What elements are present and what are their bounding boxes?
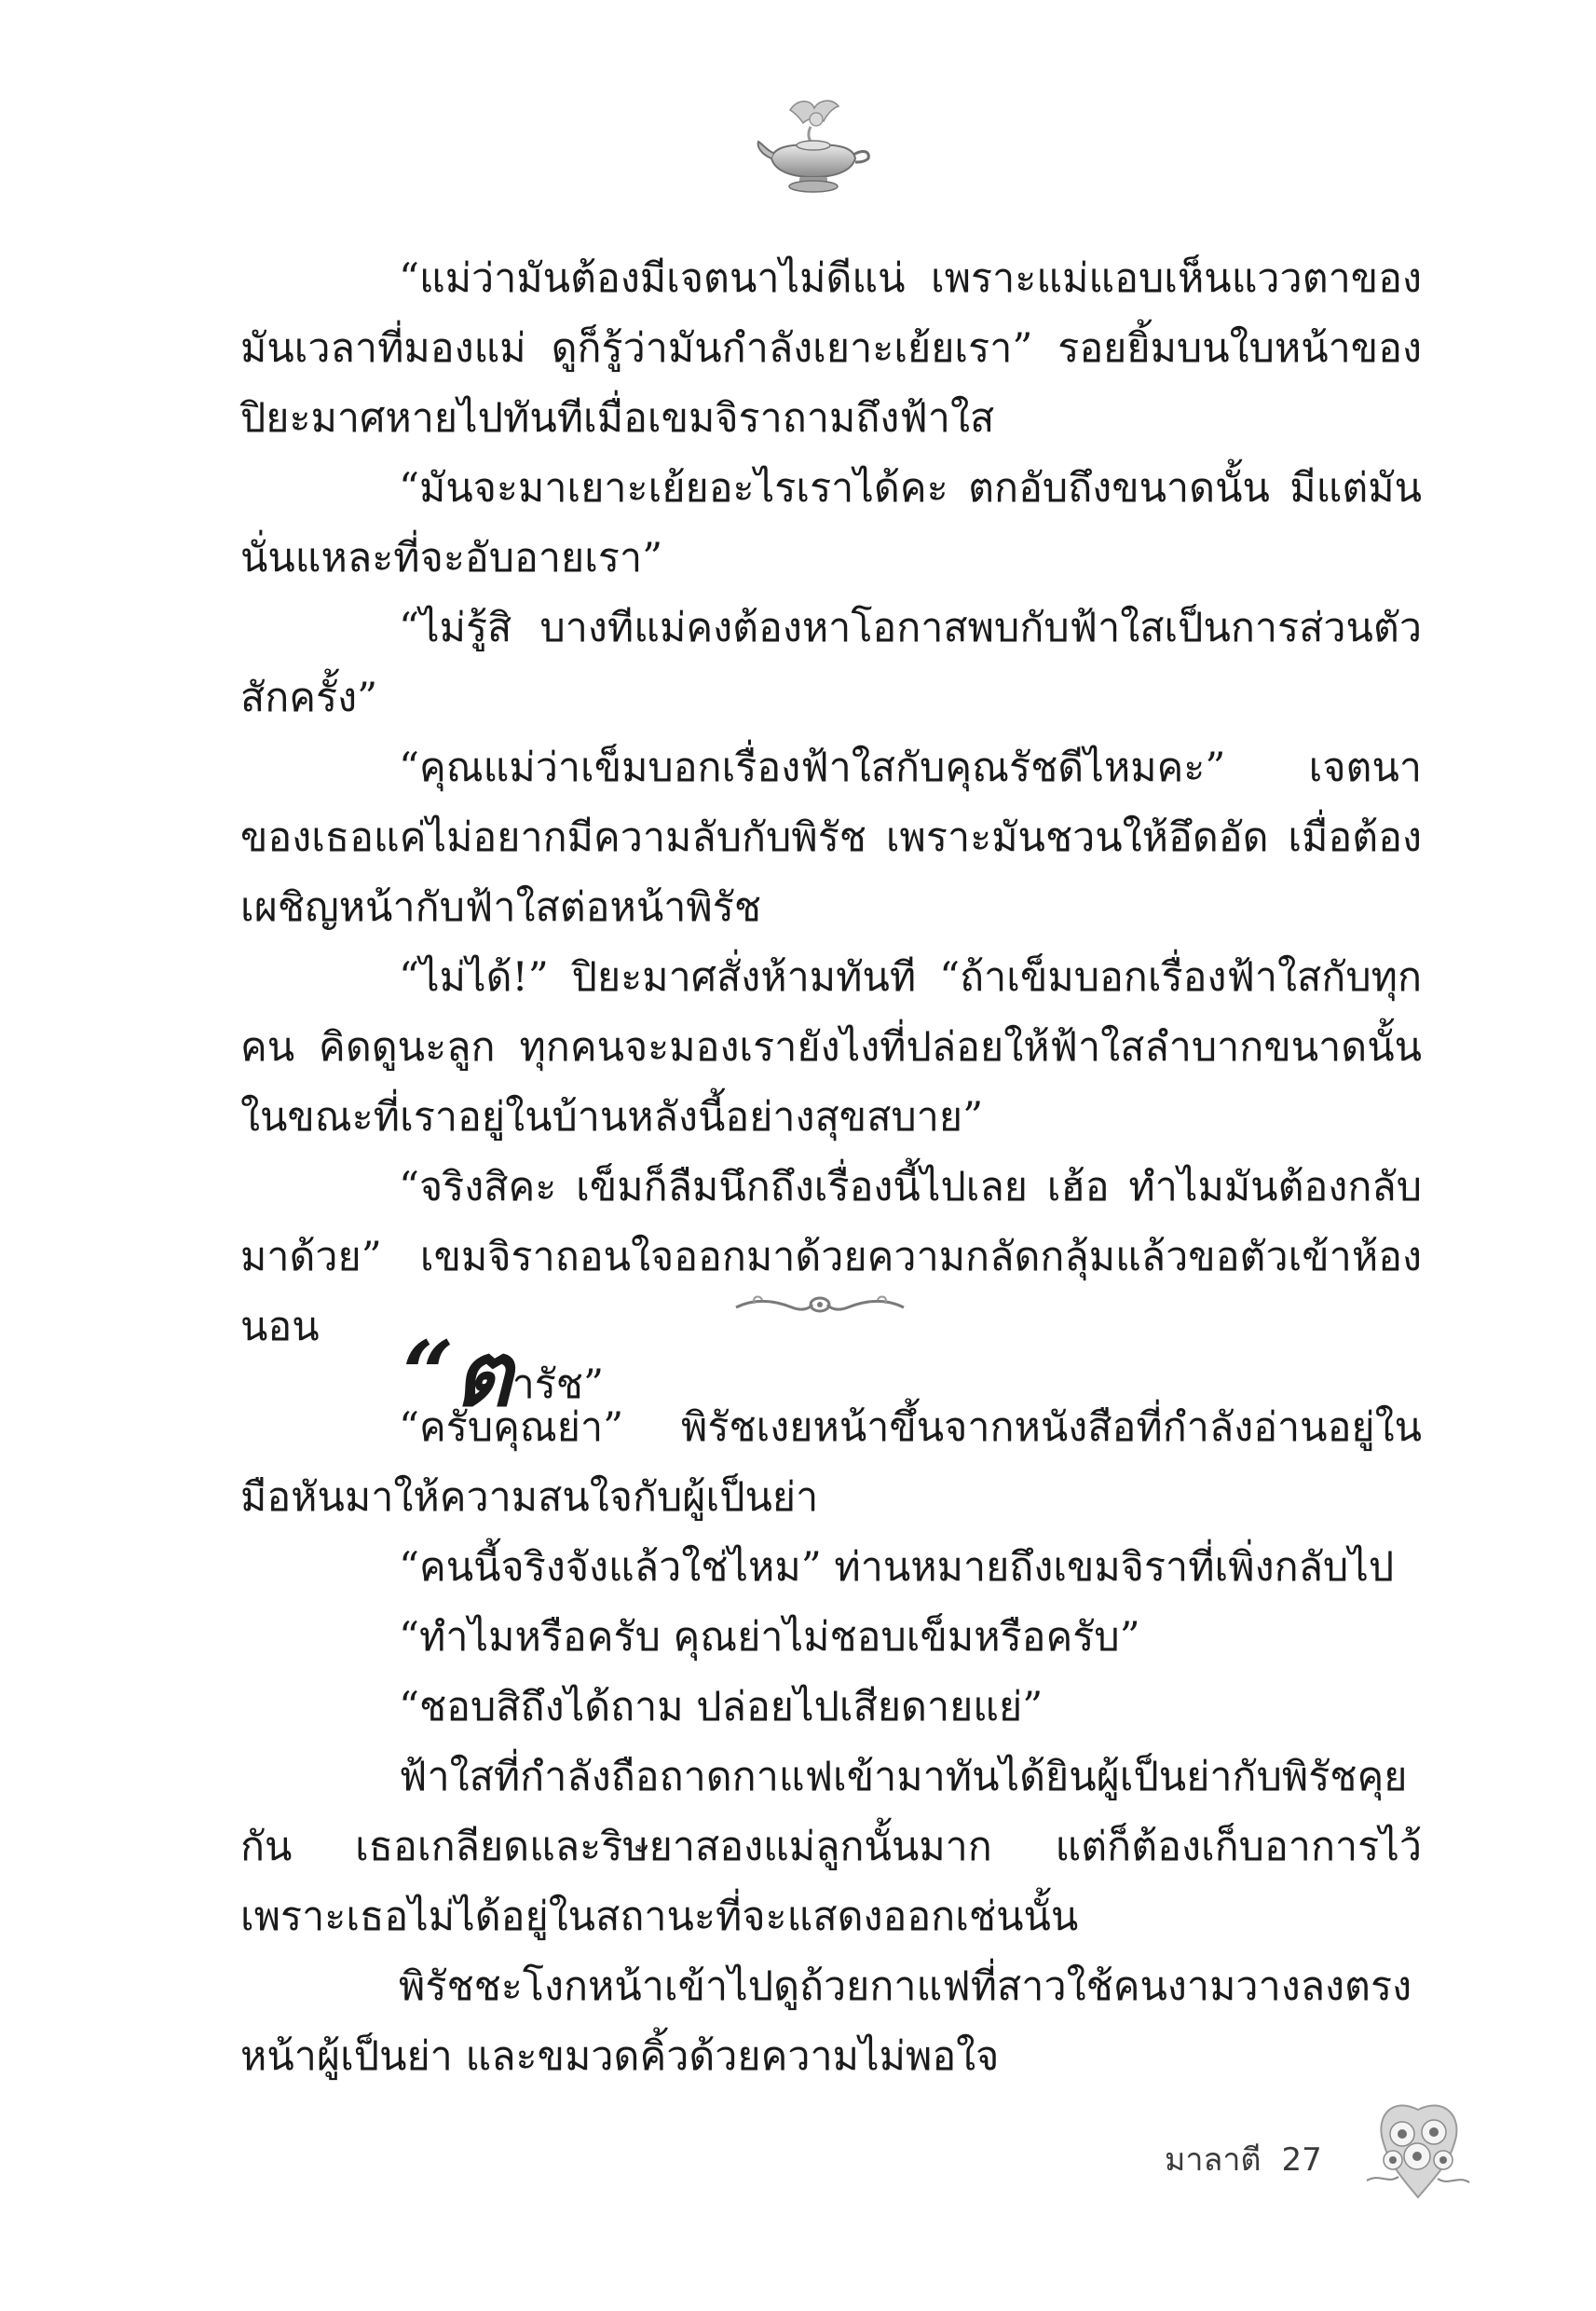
body-text-top: [240, 244, 1422, 1362]
page-footer: [1165, 2134, 1322, 2184]
body-text-bottom: [240, 1393, 1422, 2092]
paragraph: “ชอบสิถึงได้ถาม ปล่อยไปเสียดายแย่”: [399, 1684, 1044, 1730]
genie-lamp-icon: [753, 93, 874, 196]
paragraph: “ครับคุณย่า” พิรัชเงยหน้าขึ้นจากหนังสือที่กำลังอ่านอยู่ในมือหันมาให้ความสนใจกับผู้เป็นย่า: [240, 1404, 1422, 1521]
page-number: 27: [1281, 2141, 1322, 2179]
paragraph: “ทำไมหรือครับ คุณย่าไม่ชอบเข็มหรือครับ”: [399, 1614, 1140, 1661]
drop-cap: “ต: [402, 1321, 512, 1427]
paragraph: “ไม่รู้สิ บางทีแม่คงต้องหาโอกาสพบกับฟ้าใสเป็นการส่วนตัวสักครั้ง”: [240, 605, 1422, 721]
drop-cap-rest: ารัช”: [512, 1361, 604, 1408]
paragraph: พิรัชชะโงกหน้าเข้าไปดูถ้วยกาแฟที่สาวใช้คนงามวางลงตรงหน้าผู้เป็นย่า และขมวดคิ้วด้วยความไม่พอใจ: [240, 1963, 1412, 2080]
flower-bouquet-icon: [1356, 2087, 1481, 2208]
paragraph: “มันจะมาเยาะเย้ยอะไรเราได้คะ ตกอับถึงขนาดนั้น มีแต่มันนั่นแหละที่จะอับอายเรา”: [240, 465, 1422, 581]
paragraph: “จริงสิคะ เข็มก็ลืมนึกถึงเรื่องนี้ไปเลย เฮ้อ ทำไมมันต้องกลับมาด้วย” เขมจิราถอนใจออกมาด้วยความกลัดกลุ้มแล้วขอตัวเข้าห้องนอน: [240, 1164, 1422, 1350]
book-title: มาลาตี: [1165, 2141, 1262, 2179]
paragraph: ฟ้าใสที่กำลังถือถาดกาแฟเข้ามาทันได้ยินผู้เป็นย่ากับพิรัชคุยกัน เธอเกลียดและริษยาสองแม่ลูกนั้นมาก แต่ก็ต้องเก็บอาการไว้เพราะเธอไม่ได้อยู่ในสถานะที่จะแสดงออกเช่นนั้น: [240, 1754, 1422, 1940]
flourish-divider-icon: [727, 1281, 913, 1328]
paragraph: “แม่ว่ามันต้องมีเจตนาไม่ดีแน่ เพราะแม่แอบเห็นแววตาของมันเวลาที่มองแม่ ดูก็รู้ว่ามันกำลังเยาะเย้ยเรา” รอยยิ้มบนใบหน้าของปิยะมาศหายไปทันทีเมื่อเขมจิราถามถึงฟ้าใส: [240, 255, 1422, 442]
paragraph: “คนนี้จริงจังแล้วใช่ไหม” ท่านหมายถึงเขมจิราที่เพิ่งกลับไป: [399, 1544, 1395, 1591]
paragraph: “ไม่ได้!” ปิยะมาศสั่งห้ามทันที “ถ้าเข็มบอกเรื่องฟ้าใสกับทุกคน คิดดูนะลูก ทุกคนจะมองเรายังไงที่ปล่อยให้ฟ้าใสลำบากขนาดนั้นในขณะที่เราอยู่ในบ้านหลังนี้อย่างสุขสบาย”: [240, 954, 1422, 1141]
paragraph: “คุณแม่ว่าเข็มบอกเรื่องฟ้าใสกับคุณรัชดีไหมคะ” เจตนาของเธอแค่ไม่อยากมีความลับกับพิรัช เพราะมันชวนให้อึดอัด เมื่อต้องเผชิญหน้ากับฟ้าใสต่อหน้าพิรัช: [240, 745, 1422, 931]
